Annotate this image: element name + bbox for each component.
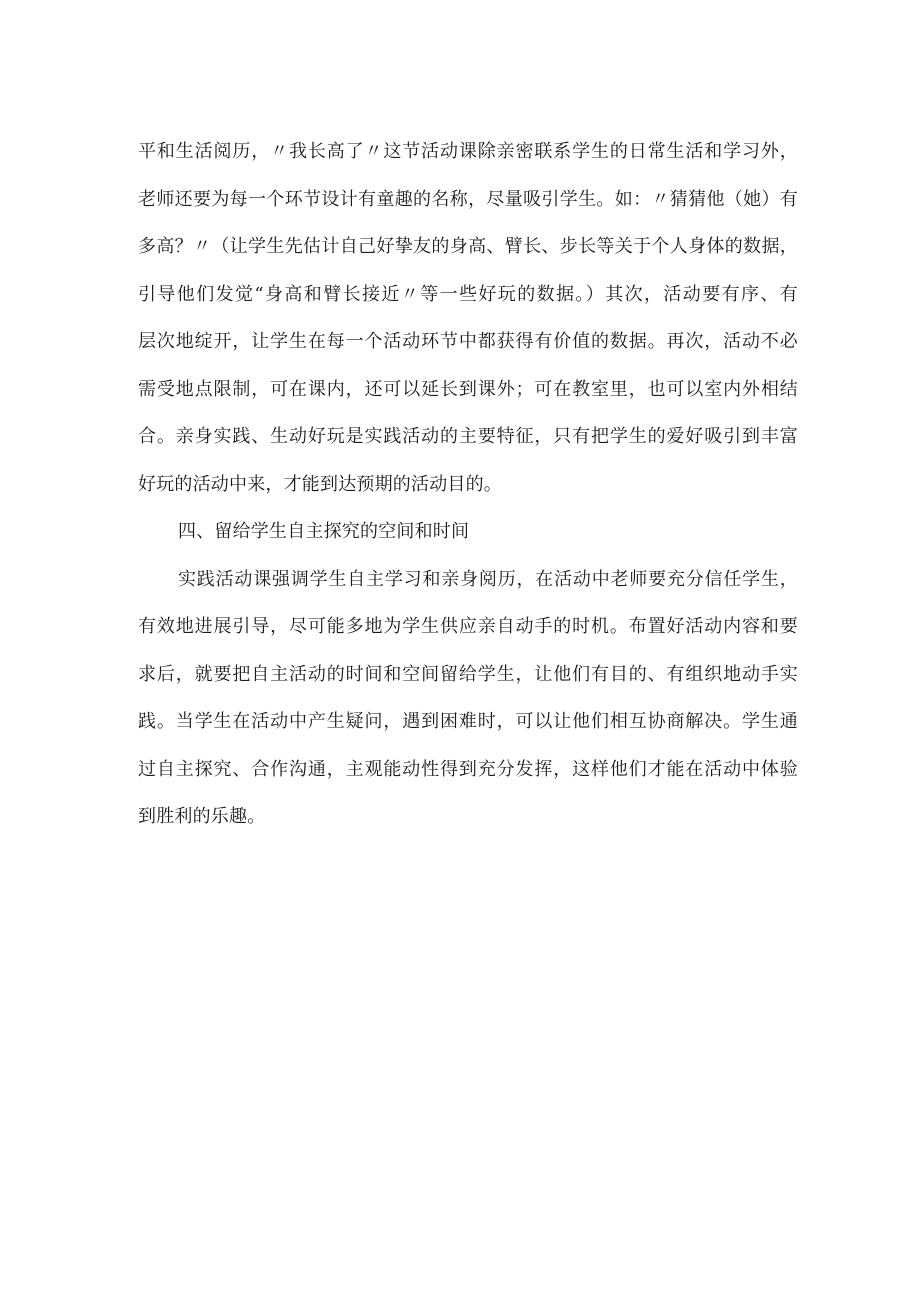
paragraph-activity-design: [138, 128, 798, 508]
document-body: [138, 128, 798, 841]
text-line: 求后，就要把自主活动的时间和空间留给学生，让他们有目的、有组织地动手实: [138, 663, 798, 685]
text-line: 平和生活阅历，〃我长高了〃这节活动课除亲密联系学生的日常生活和学习外，: [138, 141, 798, 162]
text-line: 过自主探究、合作沟通，主观能动性得到充分发挥，这样他们才能在活动中体验: [138, 758, 798, 780]
text-line: 实践活动课强调学生自主学习和亲身阅历，在活动中老师要充分信任学生，: [178, 568, 798, 590]
text-line: 好玩的活动中来，才能到达预期的活动目的。: [138, 473, 502, 495]
text-line: 老师还要为每一个环节设计有童趣的名称，尽量吸引学生。如：〃猜猜他（她）有: [138, 188, 798, 210]
text-line: 层次地绽开，让学生在每一个活动环节中都获得有价值的数据。再次，活动不必: [138, 331, 798, 352]
text-line: 践。当学生在活动中产生疑问，遇到困难时，可以让他们相互协商解决。学生通: [138, 711, 798, 732]
text-line: 需受地点限制，可在课内，还可以延长到课外；可在教室里，也可以室内外相结: [138, 378, 798, 400]
text-line: 到胜利的乐趣。: [138, 806, 266, 827]
text-line: 有效地进展引导，尽可能多地为学生供应亲自动手的时机。布置好活动内容和要: [138, 616, 798, 637]
paragraph-self-exploration: [138, 556, 798, 841]
text-line: 多高？〃（让学生先估计自己好挚友的身高、臂长、步长等关于个人身体的数据，: [138, 236, 798, 257]
text-line: 合。亲身实践、生动好玩是实践活动的主要特征，只有把学生的爱好吸引到丰富: [138, 426, 798, 447]
text-line: 引导他们发觉“身高和臂长接近〃等一些好玩的数据。）其次，活动要有序、有: [138, 283, 798, 305]
section-heading: 四、留给学生自主探究的空间和时间: [178, 521, 470, 542]
